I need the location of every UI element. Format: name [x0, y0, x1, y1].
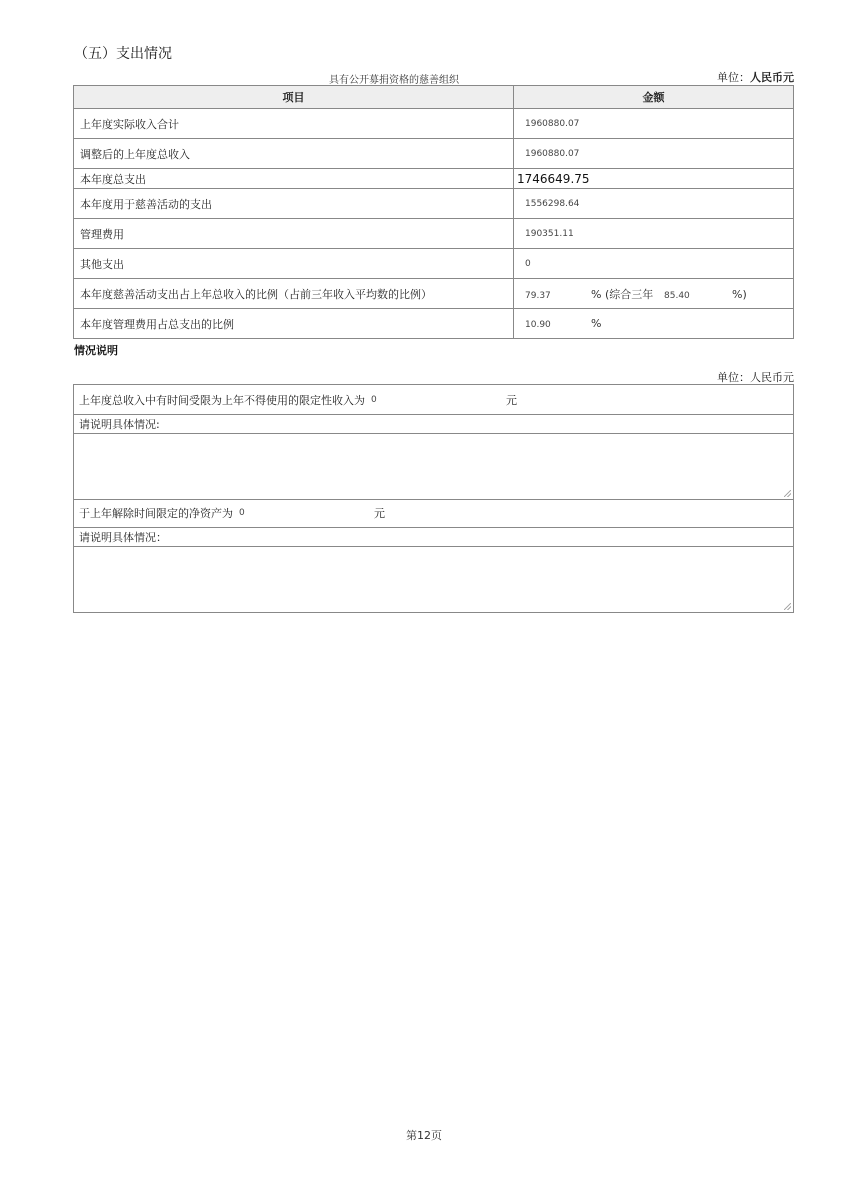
- explain-textarea[interactable]: [74, 547, 793, 612]
- table-row: [74, 169, 794, 189]
- table-row: [74, 249, 794, 279]
- row-label: 本年度总支出: [74, 169, 514, 189]
- org-caption: 具有公开募捐资格的慈善组织: [329, 75, 459, 86]
- restricted-income-label: 上年度总收入中有时间受限为上年不得使用的限定性收入为: [79, 393, 365, 407]
- row-label: 调整后的上年度总收入: [74, 139, 514, 169]
- row-value[interactable]: 190351.11: [514, 219, 794, 249]
- ratio-pct-end: %): [732, 287, 747, 301]
- row-label: 管理费用: [74, 219, 514, 249]
- ratio-pct-mid: % (综合三年: [591, 287, 654, 301]
- released-assets-unit: 元: [374, 507, 385, 520]
- unit-value: 人民币元: [750, 71, 794, 84]
- row-value[interactable]: 0: [514, 249, 794, 279]
- released-assets-value[interactable]: 0: [239, 508, 245, 518]
- row-value-ratio: [514, 309, 794, 339]
- restricted-income-unit: 元: [506, 393, 517, 407]
- row-value[interactable]: 1556298.64: [514, 189, 794, 219]
- restricted-income-row: [74, 385, 793, 415]
- table-row: [74, 139, 794, 169]
- unit-prefix: 单位：: [717, 71, 750, 84]
- explain-label: 请说明具体情况:: [79, 418, 160, 431]
- released-assets-label: 于上年解除时间限定的净资产为: [79, 507, 233, 520]
- row-value[interactable]: 1746649.75: [514, 169, 794, 189]
- table-row: [74, 219, 794, 249]
- resize-grip-icon[interactable]: [784, 603, 791, 610]
- restricted-income-box: [73, 384, 794, 500]
- row-label: 本年度用于慈善活动的支出: [74, 189, 514, 219]
- row-label: 本年度慈善活动支出占上年总收入的比例（占前三年收入平均数的比例）: [74, 279, 514, 309]
- restricted-income-value[interactable]: 0: [371, 394, 377, 405]
- resize-grip-icon[interactable]: [784, 490, 791, 497]
- mgmt-ratio-value[interactable]: 10.90: [525, 320, 551, 330]
- row-value[interactable]: 1960880.07: [514, 109, 794, 139]
- row-value-ratio: [514, 279, 794, 309]
- expense-table: [73, 85, 794, 339]
- unit-label-explanation: 单位：人民币元: [717, 371, 794, 384]
- table-row: [74, 309, 794, 339]
- released-assets-row: [74, 499, 793, 528]
- row-label: 本年度管理费用占总支出的比例: [74, 309, 514, 339]
- explain-label-row: [74, 528, 793, 547]
- table-row: [74, 189, 794, 219]
- mgmt-ratio-pct: %: [591, 317, 602, 330]
- table-row: [74, 109, 794, 139]
- row-label: 上年度实际收入合计: [74, 109, 514, 139]
- column-header-amount: 金额: [514, 86, 794, 109]
- explain-label: 请说明具体情况：: [79, 531, 167, 544]
- ratio-value-3yr[interactable]: 85.40: [664, 290, 690, 301]
- explain-textarea[interactable]: [74, 434, 793, 499]
- table-row: [74, 279, 794, 309]
- page-number: 第12页: [406, 1129, 442, 1142]
- column-header-item: 项目: [74, 86, 514, 109]
- row-value[interactable]: 1960880.07: [514, 139, 794, 169]
- ratio-value[interactable]: 79.37: [525, 290, 551, 301]
- section-title: （五）支出情况: [74, 46, 172, 62]
- unit-label-top: [717, 69, 794, 85]
- row-label: 其他支出: [74, 249, 514, 279]
- explain-label-row: [74, 415, 793, 434]
- explanation-heading: 情况说明: [74, 344, 118, 357]
- released-assets-box: [73, 499, 794, 613]
